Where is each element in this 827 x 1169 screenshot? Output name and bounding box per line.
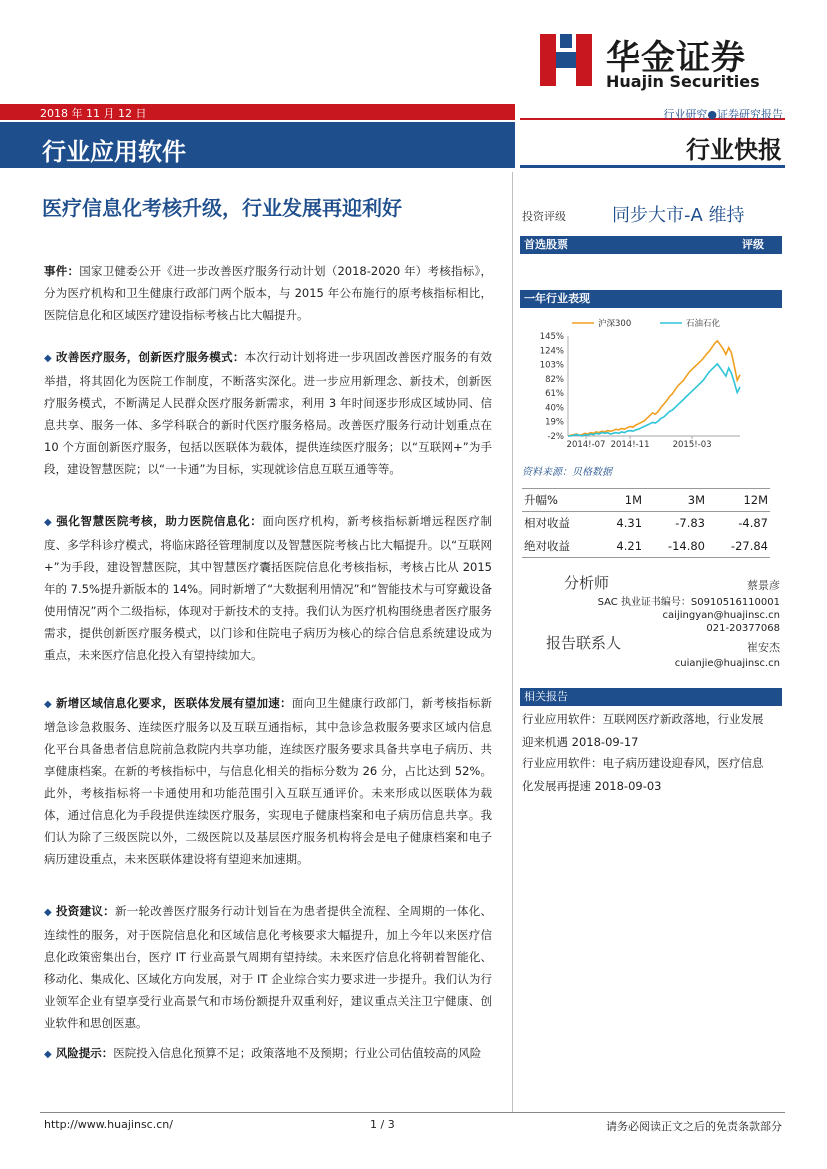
diamond-bullet-icon: ◆: [44, 699, 52, 710]
table-header-cell: 升幅%: [524, 493, 558, 507]
stock-header: 首选股票: [524, 238, 568, 251]
table-cell: 4.31: [616, 516, 643, 531]
legend-label: 石油石化: [686, 319, 721, 329]
y-tick-label: -2%: [547, 432, 564, 442]
legend-label: 沪深300: [598, 319, 632, 329]
analyst-phone: 021-20377068: [706, 623, 780, 634]
table-cell: 绝对收益: [524, 538, 570, 553]
huajin-logo-icon: [540, 34, 592, 86]
related-report-item[interactable]: 行业应用软件：互联网医疗新政落地，行业发展迎来机遇 2018-09-17: [522, 712, 764, 749]
stock-header-bar: [520, 236, 782, 254]
related-report-item[interactable]: 行业应用软件：电子病历建设迎春风，医疗信息化发展再提速 2018-09-03: [522, 756, 764, 793]
column-divider: [512, 172, 513, 1112]
paragraph-risk: [44, 1042, 492, 1066]
paragraph-text: 医院投入信息化预算不足；政策落地不及预期；行业公司估值较高的风险: [113, 1046, 482, 1060]
chart-source: 资料来源：贝格数据: [522, 467, 612, 478]
diamond-bullet-icon: ◆: [44, 907, 52, 918]
paragraph-lead: 改善医疗服务，创新医疗服务模式：: [55, 350, 245, 364]
table-cell: -27.84: [730, 538, 768, 553]
brand-name-cn: 华金证券: [606, 38, 746, 78]
stock-rating-header: 评级: [742, 238, 764, 251]
table-header-cell: 1M: [624, 493, 643, 507]
y-tick-label: 124%: [539, 346, 564, 357]
analyst-block: [522, 572, 780, 635]
paragraph-smart-hospital: [44, 510, 492, 666]
report-type: 行业快报: [686, 136, 782, 164]
industry-performance-chart: [520, 314, 782, 460]
contact-role: 报告联系人: [546, 634, 622, 652]
y-tick-label: 82%: [545, 374, 564, 385]
analyst-sac: SAC 执业证书编号：S0910516110001: [597, 597, 780, 608]
x-tick-label: 2015!-03: [672, 440, 712, 450]
paragraph-text: 面向医疗机构，新考核指标新增远程医疗制度、多学科诊疗模式，将临床路径管理制度以及智慧医院考核占比大幅提升。以“互联网+”为手段，建设智慧医院，其中智慧医疗囊括医院信息化考核指标，考核占比从 2015 年的 7.5%提升新版本的 14%。同时新增了“大数据利用情况”和“智能技术与可穿戴设备使用情况”两个二级指标，体现对于新技术的支持。我们认为医疗机构围绕患者医疗服务需求，提供创新医疗服务模式，以门诊和住院电子病历为核心的综合信息系统建设成为重点，未来医疗信息化投入有望持续加大。: [44, 514, 492, 662]
event-label: 事件：: [44, 264, 80, 278]
diamond-bullet-icon: ◆: [44, 1049, 52, 1060]
table-header-cell: 12M: [743, 493, 768, 507]
paragraph-investment: [44, 900, 492, 1034]
paragraph-text: 本次行动计划将进一步巩固改善医疗服务的有效举措，将其固化为医院工作制度，不断落实深化。进一步应用新理念、新技术，创新医疗服务模式，不断满足人民群众医疗服务新需求，利用 3 年时间逐步形成区域协同、信息共享、服务一体、多学科联合的新时代医疗服务格局。改善医疗服务行动计划重点在 10 个方面创新医疗服务，包括以医联体为载体，提供连续医疗服务；以“互联网+”为手段，建设智慧医院；以“一卡通”为目标，实现就诊信息互联互通等等。: [44, 350, 492, 476]
analyst-name: 蔡景彦: [747, 579, 780, 592]
analyst-email: caijingyan@huajinsc.cn: [662, 610, 780, 621]
paragraph-text: 面向卫生健康行政部门，新考核指标新增急诊急救服务、连续医疗服务以及互联互通指标，其中急诊急救服务要求区域内信息化平台具备患者信息院前急救院内共享功能，连续医疗服务要求具备共享电子病历、共享健康档案。在新的考核指标中，与信息化相关的指标分数为 26 分，占比达到 52%。此外，考核指标将一卡通使用和功能范围引入互联互通评价。未来形成以医联体为载体，通过信息化为手段提供连续医疗服务，实现电子健康档案和电子病历信息共享。我们认为除了三级医院以外，二级医院以及基层医疗服务机构将会是电子健康档案和电子病历建设重点，未来医联体建设将有望迎来加速期。: [44, 696, 492, 866]
performance-table: [522, 488, 770, 558]
y-tick-label: 61%: [545, 389, 564, 400]
table-cell: -4.87: [738, 516, 768, 531]
brand-name-en: Huajin Securities: [606, 72, 760, 91]
table-header-row: [522, 489, 770, 512]
table-cell: 相对收益: [524, 516, 570, 531]
table-row: [522, 535, 770, 558]
x-tick-label: 2014!-07: [566, 440, 606, 450]
table-row: [522, 512, 770, 535]
y-tick-label: 103%: [539, 360, 564, 371]
analyst-role: 分析师: [564, 574, 610, 592]
y-tick-label: 40%: [545, 403, 564, 414]
event-text: 国家卫健委公开《进一步改善医疗服务行动计划（2018-2020 年）考核指标》，分为医疗机构和卫生健康行政部门两个版本，与 2015 年公布施行的原考核指标相比，医院信息化和区域医疗建设指标考核占比大幅提升。: [44, 264, 492, 322]
paragraph-regional: [44, 692, 492, 870]
series-line-石油石化: [568, 364, 740, 436]
rating-value: 同步大市-A 维持: [612, 205, 745, 226]
footer-disclaimer: 请务必阅读正文之后的免责条款部分: [606, 1120, 782, 1133]
x-tick-label: 2014!-11: [610, 440, 650, 450]
paragraph-lead: 投资建议：: [55, 904, 115, 918]
report-category: 行业研究●证券研究报告: [663, 108, 783, 121]
y-tick-label: 145%: [539, 332, 564, 342]
chart-header: 一年行业表现: [520, 290, 782, 308]
paragraph-lead: 新增区域信息化要求，医联体发展有望加速：: [55, 696, 292, 710]
event-paragraph: [44, 260, 492, 326]
table-cell: -14.80: [667, 538, 705, 553]
footer-url[interactable]: http://www.huajinsc.cn/: [44, 1118, 173, 1131]
rating-label: 投资评级: [522, 210, 566, 223]
paragraph-service: [44, 346, 492, 480]
related-header: 相关报告: [520, 688, 782, 706]
footer-divider: [40, 1112, 785, 1113]
diamond-bullet-icon: ◆: [44, 517, 53, 528]
table-header-cell: 3M: [687, 493, 705, 507]
contact-name: 崔安杰: [747, 641, 780, 654]
report-date: 2018 年 11 月 12 日: [40, 107, 147, 120]
paragraph-text: 新一轮改善医疗服务行动计划旨在为患者提供全流程、全周期的一体化、连续性的服务，对于医院信息化和区域信息化考核要求大幅提升，加上今年以来医疗信息化政策密集出台，医疗 IT 行业高景气周期有望持续。未来医疗信息化将朝着智能化、移动化、集成化、区域化方向发展，对于 IT 企业综合实力要求进一步提升。我们认为行业领军企业有望享受行业高景气和市场份额提升双重利好，建议重点关注卫宁健康、创业软件和思创医惠。: [44, 904, 492, 1030]
paragraph-lead: 强化智慧医院考核，助力医院信息化：: [56, 514, 263, 528]
table-cell: 4.21: [616, 538, 643, 553]
diamond-bullet-icon: ◆: [44, 353, 52, 364]
y-tick-label: 19%: [545, 417, 564, 428]
table-cell: -7.83: [675, 516, 705, 531]
industry-name: 行业应用软件: [42, 138, 186, 166]
page-number: 1 / 3: [370, 1118, 395, 1131]
paragraph-lead: 风险提示：: [55, 1046, 114, 1060]
page-title: 医疗信息化考核升级，行业发展再迎利好: [42, 196, 402, 220]
series-line-沪深300: [568, 341, 740, 436]
contact-email: cuianjie@huajinsc.cn: [674, 658, 780, 669]
contact-block: [522, 632, 780, 670]
